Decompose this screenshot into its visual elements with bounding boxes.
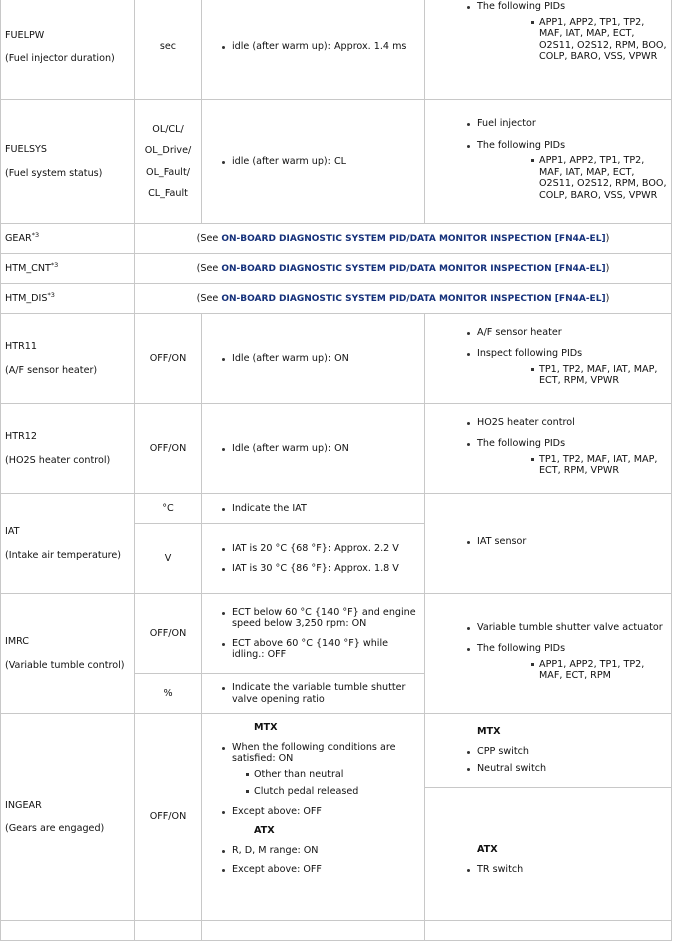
item-cell — [1, 224, 135, 254]
see-prefix: (See — [196, 292, 222, 304]
inspection-cell — [425, 0, 672, 100]
inspection-item — [477, 438, 667, 477]
condition-cell — [202, 674, 425, 714]
condition-cell — [202, 524, 425, 594]
item-desc: (Gears are engaged) — [5, 823, 105, 834]
unit-text: OFF/ON — [149, 442, 187, 454]
table-row-fuelpw — [1, 0, 672, 100]
inspection-link[interactable]: ON-BOARD DIAGNOSTIC SYSTEM PID/DATA MONITOR INSPECTION [FN4A-EL] — [221, 233, 606, 244]
inspection-heading: Inspect following PIDs — [477, 348, 583, 359]
condition-cell — [202, 0, 425, 100]
inspection-atx-block — [425, 787, 671, 920]
item-name: IMRC — [5, 636, 29, 647]
unit-cell — [135, 524, 202, 594]
item-name: HTR12 — [5, 431, 37, 442]
item-name: INGEAR — [5, 799, 42, 811]
inspection-item: HO2S heater control — [477, 417, 667, 429]
inspection-link[interactable]: ON-BOARD DIAGNOSTIC SYSTEM PID/DATA MONITOR INSPECTION [FN4A-EL] — [221, 263, 606, 274]
unit-text: V — [164, 552, 172, 564]
item-cell — [1, 100, 135, 224]
pid-list: TP1, TP2, MAF, IAT, MAP, ECT, RPM, VPWR — [539, 364, 667, 387]
sub-condition: Other than neutral — [254, 769, 420, 781]
inspection-item — [477, 1, 667, 63]
condition-cell — [202, 100, 425, 224]
unit-cell — [135, 314, 202, 404]
pid-list: TP1, TP2, MAF, IAT, MAP, ECT, RPM, VPWR — [539, 454, 667, 477]
condition-item: Indicate the IAT — [232, 503, 420, 515]
footnote-mark: *3 — [47, 290, 55, 299]
table-row-htr12 — [1, 404, 672, 494]
see-suffix: ) — [605, 232, 610, 244]
item-desc: (A/F sensor heater) — [5, 364, 98, 376]
table-row-fuelsys — [1, 100, 672, 224]
unit-cell — [135, 100, 202, 224]
inspection-item: Fuel injector — [477, 118, 667, 130]
table-row-next — [1, 921, 672, 941]
unit-text: OFF/ON — [149, 352, 187, 364]
unit-text: °C — [162, 502, 174, 514]
unit-text: CL_Fault — [148, 188, 188, 199]
condition-item: Idle (after warm up): ON — [232, 353, 420, 365]
footnote-mark: *3 — [50, 260, 59, 269]
condition-cell — [202, 494, 425, 524]
unit-text: OL_Drive/ — [144, 145, 192, 156]
unit-text: % — [163, 687, 173, 699]
sub-condition: Clutch pedal released — [254, 786, 420, 798]
table-row-iat — [1, 494, 672, 524]
inspection-item: IAT sensor — [477, 536, 667, 548]
unit-cell — [135, 594, 202, 674]
table-row-imrc — [1, 594, 672, 674]
condition-cell — [202, 594, 425, 674]
item-name: HTR11 — [5, 341, 37, 352]
item-desc: (Intake air temperature) — [5, 549, 122, 561]
inspection-item — [477, 348, 667, 387]
condition-item: Idle (after warm up): ON — [232, 443, 420, 455]
item-cell — [1, 284, 135, 314]
table-row-htm-dis — [1, 284, 672, 314]
mtx-heading: MTX — [254, 722, 278, 733]
atx-heading: ATX — [254, 825, 275, 836]
item-name: FUELPW — [5, 29, 45, 41]
inspection-cell — [425, 714, 672, 921]
see-reference — [135, 284, 672, 314]
unit-cell — [135, 0, 202, 100]
atx-heading: ATX — [477, 844, 498, 855]
item-desc: (HO2S heater control) — [5, 454, 111, 466]
unit-text: sec — [159, 41, 177, 53]
unit-text: OFF/ON — [149, 811, 187, 823]
item-cell — [1, 0, 135, 100]
inspection-heading: The following PIDs — [477, 1, 566, 12]
unit-cell — [135, 404, 202, 494]
inspection-mtx-block — [425, 714, 671, 787]
condition-item: Except above: OFF — [232, 806, 420, 818]
item-desc: (Fuel injector duration) — [5, 53, 115, 64]
condition-item: IAT is 20 °C {68 °F}: Approx. 2.2 V — [232, 543, 420, 555]
inspection-heading: The following PIDs — [477, 139, 566, 151]
item-desc: (Variable tumble control) — [5, 659, 125, 671]
condition-item: Indicate the variable tumble shutter valve opening ratio — [232, 682, 420, 705]
inspection-cell — [425, 404, 672, 494]
inspection-item: CPP switch — [477, 746, 671, 758]
condition-cell — [202, 314, 425, 404]
inspection-heading: The following PIDs — [477, 438, 566, 449]
footnote-mark: *3 — [31, 230, 40, 239]
pid-list: APP1, APP2, TP1, TP2, MAF, IAT, MAP, ECT, O2S11, O2S12, RPM, BOO, COLP, BARO, VSS, VPWR — [539, 155, 667, 201]
inspection-item: Variable tumble shutter valve actuator — [477, 622, 667, 634]
pid-list: APP1, APP2, TP1, TP2, MAF, ECT, RPM — [539, 659, 667, 682]
inspection-cell — [425, 494, 672, 594]
inspection-item: A/F sensor heater — [477, 327, 667, 339]
inspection-heading: The following PIDs — [477, 643, 566, 654]
item-cell — [1, 494, 135, 594]
condition-item: ECT below 60 °C {140 °F} and engine speed below 3,250 rpm: ON — [232, 607, 420, 630]
unit-text: OL/CL/ — [152, 123, 184, 135]
see-reference — [135, 224, 672, 254]
see-prefix: (See — [196, 262, 222, 274]
condition-item: idle (after warm up): CL — [232, 156, 420, 168]
item-name: HTM_DIS — [5, 292, 48, 304]
see-suffix: ) — [605, 292, 610, 304]
inspection-cell — [425, 100, 672, 224]
condition-item: Except above: OFF — [232, 864, 420, 876]
condition-item: R, D, M range: ON — [232, 845, 420, 857]
condition-cell — [202, 404, 425, 494]
item-cell — [1, 314, 135, 404]
inspection-link[interactable]: ON-BOARD DIAGNOSTIC SYSTEM PID/DATA MONITOR INSPECTION [FN4A-EL] — [221, 293, 606, 304]
see-prefix: (See — [196, 232, 222, 244]
item-cell — [1, 594, 135, 714]
inspection-item: TR switch — [477, 864, 671, 876]
item-name: HTM_CNT — [5, 262, 51, 274]
unit-text: OL_Fault/ — [146, 166, 190, 178]
table-row-htm-cnt — [1, 254, 672, 284]
inspection-item — [477, 643, 667, 682]
condition-cell — [202, 714, 425, 921]
pid-list: APP1, APP2, TP1, TP2, MAF, IAT, MAP, ECT, O2S11, O2S12, RPM, BOO, COLP, BARO, VSS, VPWR — [539, 16, 667, 62]
inspection-item — [477, 140, 667, 202]
mtx-heading: MTX — [477, 726, 501, 737]
unit-cell — [135, 674, 202, 714]
condition-item: idle (after warm up): Approx. 1.4 ms — [232, 41, 420, 53]
item-cell — [1, 714, 135, 921]
condition-item: IAT is 30 °C {86 °F}: Approx. 1.8 V — [232, 563, 420, 575]
item-cell — [1, 404, 135, 494]
item-cell — [1, 254, 135, 284]
unit-cell — [135, 494, 202, 524]
unit-text: OFF/ON — [149, 627, 187, 639]
item-desc: (Fuel system status) — [5, 167, 103, 179]
item-name: GEAR — [5, 232, 32, 244]
condition-text: When the following conditions are satisfied: ON — [232, 741, 396, 764]
table-row-htr11 — [1, 314, 672, 404]
unit-cell — [135, 714, 202, 921]
table-row-gear — [1, 224, 672, 254]
inspection-item: Neutral switch — [477, 763, 671, 775]
item-name: IAT — [5, 526, 20, 537]
inspection-cell — [425, 594, 672, 714]
inspection-cell — [425, 314, 672, 404]
condition-item: ECT above 60 °C {140 °F} while idling.: OFF — [232, 638, 420, 661]
see-suffix: ) — [605, 262, 610, 274]
condition-item — [232, 742, 420, 798]
table-row-ingear — [1, 714, 672, 921]
see-reference — [135, 254, 672, 284]
item-name: FUELSYS — [5, 144, 47, 155]
